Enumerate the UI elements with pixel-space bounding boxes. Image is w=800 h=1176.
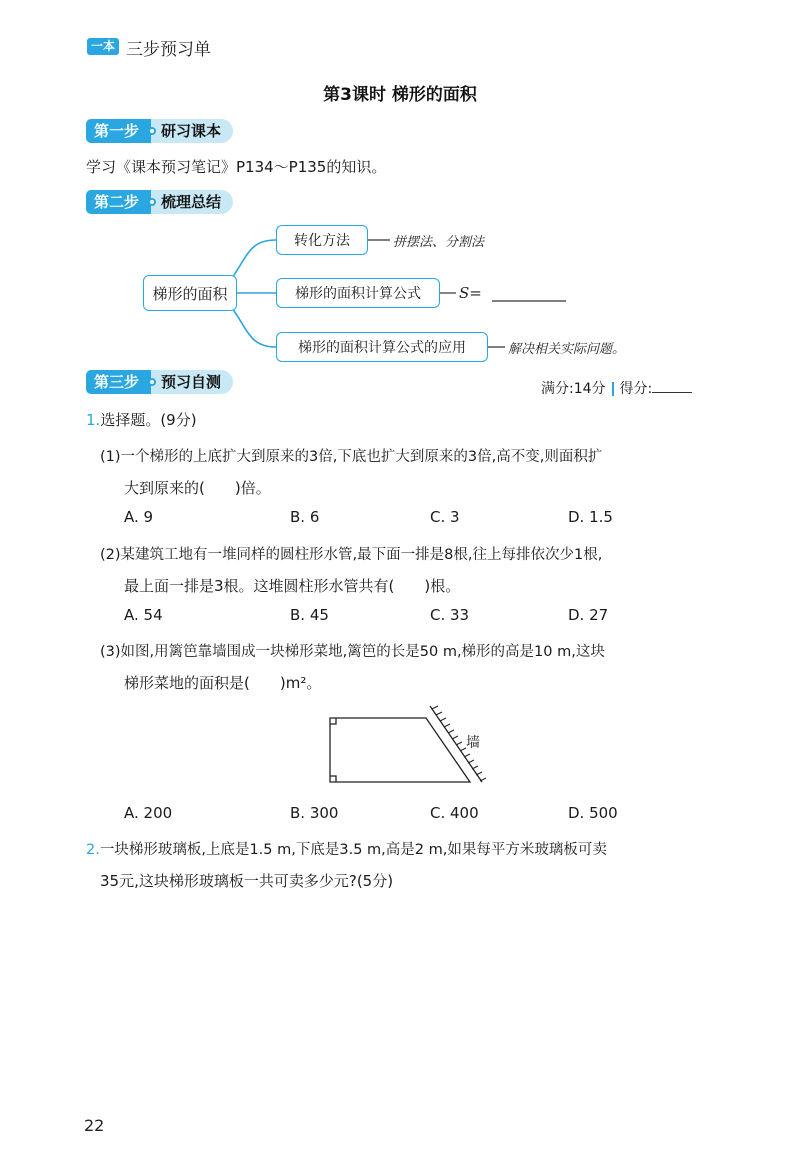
page-title: 第3课时 梯形的面积 [323,85,477,105]
mindmap-branch-formula: 梯形的面积计算公式 [276,278,440,308]
page-number: 22 [84,1116,105,1135]
step-dot-icon [148,378,156,386]
q1-sub2-option-d[interactable]: D. 27 [568,606,609,624]
brand-name: 三步预习单 [126,40,211,60]
step2-num: 第二步 [86,190,151,214]
q1-stem: 1.选择题。(9分) [86,411,197,429]
mindmap-branch-application: 梯形的面积计算公式的应用 [276,332,488,362]
q1-sub1-line1: (1)一个梯形的上底扩大到原来的3倍,下底也扩大到原来的3倍,高不变,则面积扩 [100,449,603,465]
mindmap-branch-method: 转化方法 [276,225,368,255]
q1-sub2-line1: (2)某建筑工地有一堆同样的圆柱形水管,最下面一排是8根,往上每排依次少1根, [100,547,603,563]
q1-sub1-option-a[interactable]: A. 9 [124,508,154,526]
q1-sub1-option-d[interactable]: D. 1.5 [568,508,613,526]
q2-line2: 35元,这块梯形玻璃板一共可卖多少元?(5分) [100,872,394,890]
score-label: 得分: [619,381,653,397]
q1-sub1-option-b[interactable]: B. 6 [290,508,320,526]
q1-sub3-option-a[interactable]: A. 200 [124,804,173,822]
note-formula: S= [459,284,482,302]
q1-sub3-option-c[interactable]: C. 400 [430,804,479,822]
full-score: 满分:14分 [541,381,606,397]
q1-sub3-line2: 梯形菜地的面积是( )m²。 [124,674,322,692]
q1-sub2-option-b[interactable]: B. 45 [290,606,329,624]
q2-line1: 2.一块梯形玻璃板,上底是1.5 m,下底是3.5 m,高是2 m,如果每平方米玻璃板可卖 [86,842,607,858]
step3-name: 预习自测 [151,370,233,394]
q1-sub2-line2: 最上面一排是3根。这堆圆柱形水管共有( )根。 [124,577,461,595]
step2-name: 梳理总结 [151,190,233,214]
step1-num: 第一步 [86,119,151,143]
step1-content: 学习《课本预习笔记》P134～P135的知识。 [86,158,387,176]
q1-sub1-line2: 大到原来的( )倍。 [124,479,271,497]
q1-sub3-line1: (3)如图,用篱笆靠墙围成一块梯形菜地,篱笆的长是50 m,梯形的高是10 m,这块 [100,644,605,660]
step3-num: 第三步 [86,370,151,394]
score-blank[interactable] [652,380,692,393]
note-method: 拼摆法、分割法 [393,235,485,250]
step1-name: 研习课本 [151,119,233,143]
mindmap-connectors [0,0,800,380]
brand-logo: 一本 [87,38,119,55]
q1-sub1-option-c[interactable]: C. 3 [430,508,460,526]
score-divider [612,382,614,396]
wall-label: 墙 [466,735,480,751]
mindmap-center: 梯形的面积 [143,275,237,311]
q1-sub3-option-b[interactable]: B. 300 [290,804,339,822]
q1-sub2-option-c[interactable]: C. 33 [430,606,470,624]
note-application: 解决相关实际问题。 [508,342,626,357]
q1-sub2-option-a[interactable]: A. 54 [124,606,163,624]
step3-header [86,370,233,394]
q1-sub3-option-d[interactable]: D. 500 [568,804,618,822]
score-area [541,378,692,398]
